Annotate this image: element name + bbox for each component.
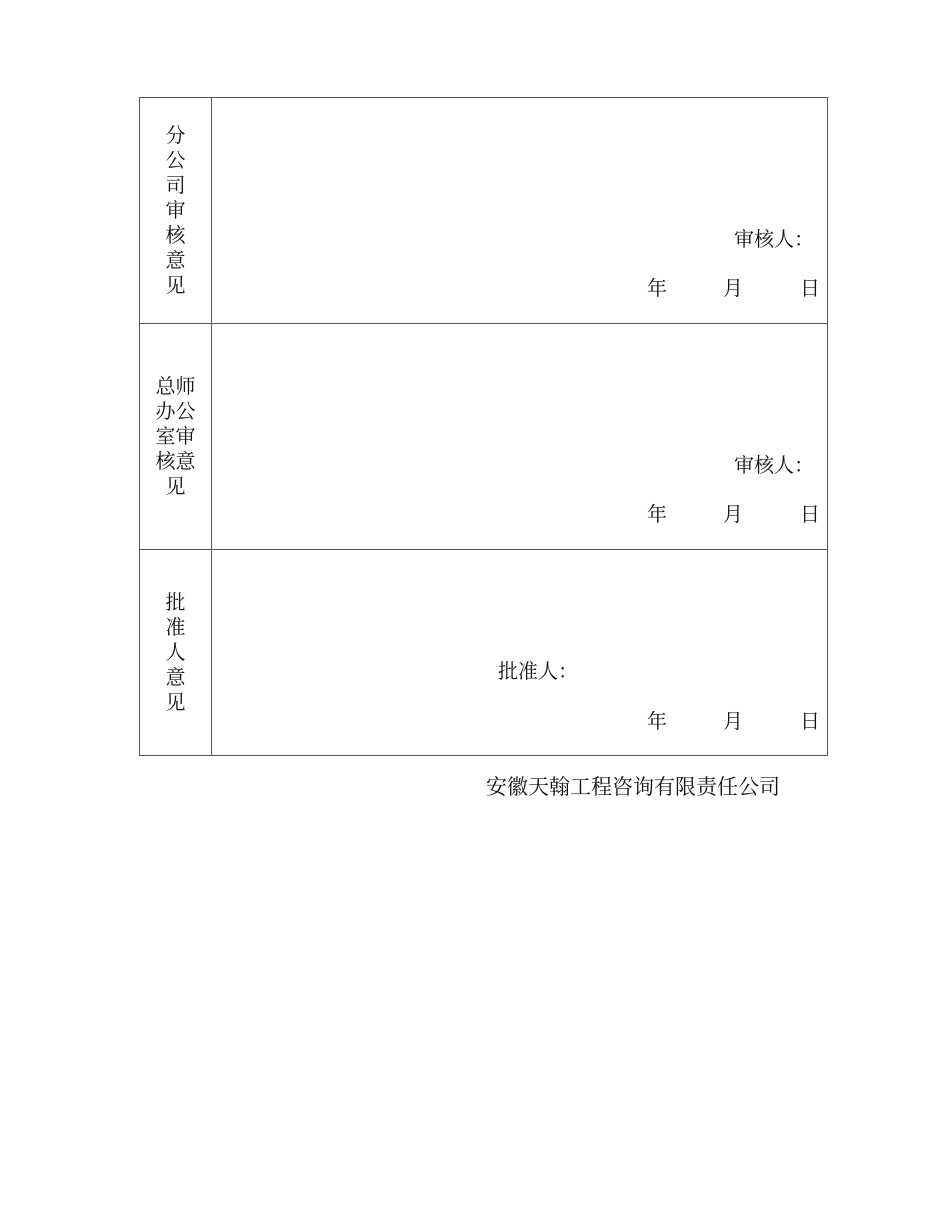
chief-office-review-content[interactable]: [212, 324, 827, 549]
branch-review-label-cell: [140, 98, 212, 323]
company-name: 安徽天翰工程咨询有限责任公司: [486, 775, 780, 799]
branch-review-content[interactable]: [212, 98, 827, 323]
date-year-label: 年: [647, 502, 667, 526]
date-month-label: 月: [723, 502, 743, 526]
branch-review-label: 分公司审核意见: [165, 123, 186, 297]
date-year-label: 年: [647, 276, 667, 300]
chief-office-review-label-cell: [140, 324, 212, 549]
date-day-label: 日: [800, 276, 820, 300]
approver-opinion-row: [140, 550, 827, 755]
reviewer-label: 审核人：: [734, 453, 814, 477]
chief-office-review-label: 总师办公室审核意见: [155, 374, 196, 498]
approver-label: 批准人：: [498, 659, 578, 683]
approver-opinion-content[interactable]: [212, 550, 827, 755]
chief-office-review-row: [140, 324, 827, 550]
branch-review-row: [140, 98, 827, 324]
reviewer-label: 审核人：: [734, 227, 814, 251]
approval-form-table: [139, 97, 828, 756]
date-year-label: 年: [647, 709, 667, 733]
approver-opinion-label-cell: [140, 550, 212, 755]
approver-opinion-label: 批准人意见: [165, 590, 186, 714]
date-month-label: 月: [723, 276, 743, 300]
date-day-label: 日: [800, 502, 820, 526]
date-month-label: 月: [723, 709, 743, 733]
date-day-label: 日: [800, 709, 820, 733]
